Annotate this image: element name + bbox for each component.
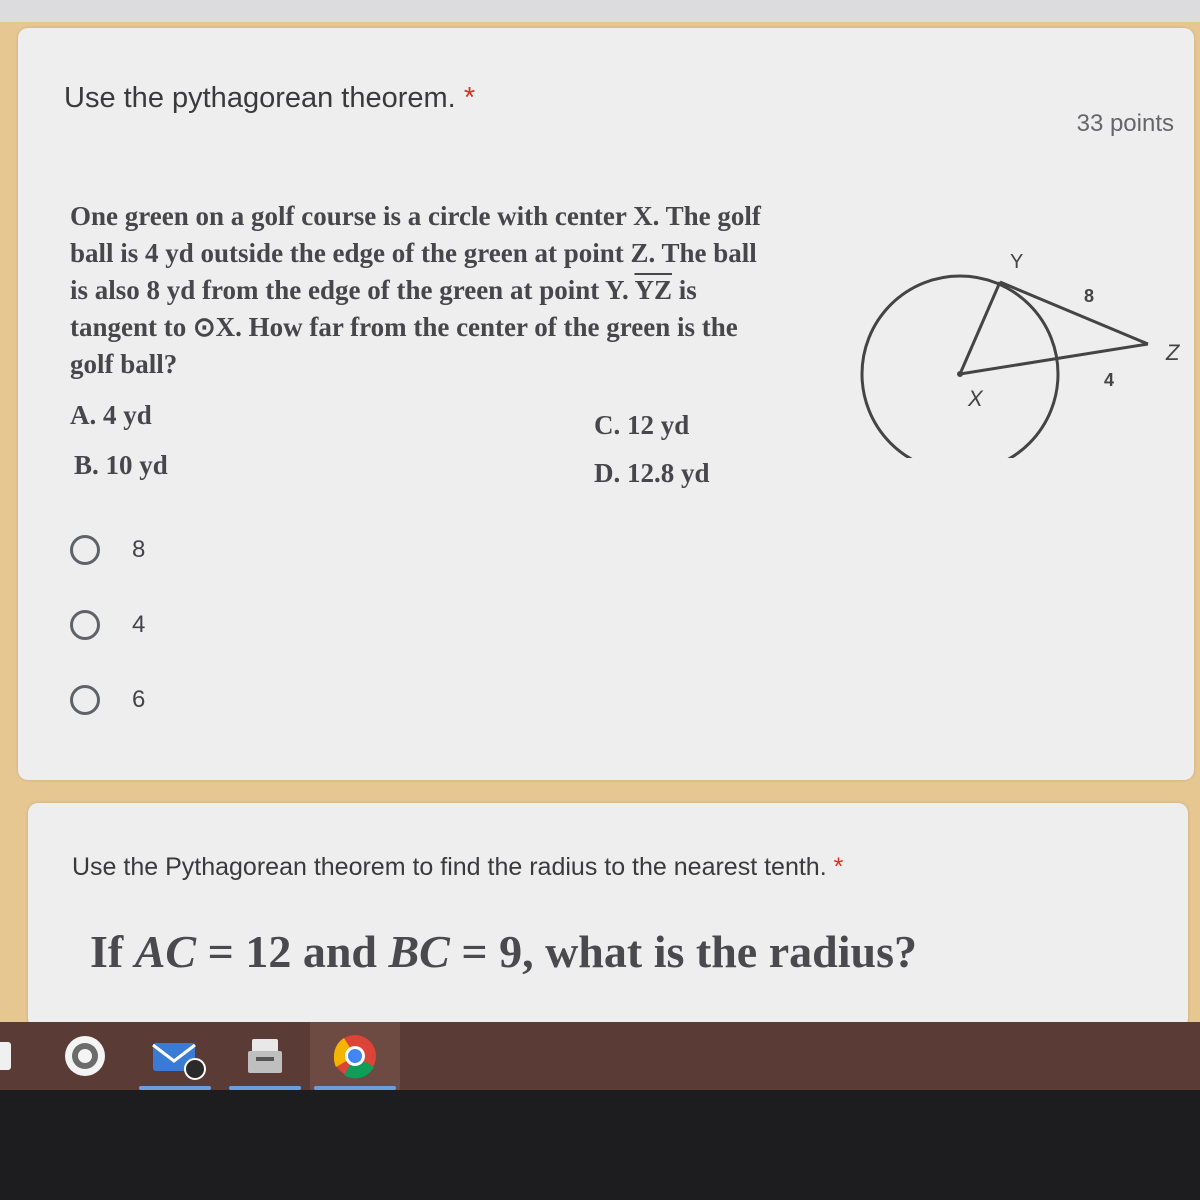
question-text: If AC = 12 and BC = 9, what is the radius? <box>90 926 917 977</box>
choice-b: B. 10 yd <box>74 450 168 480</box>
label-y: Y <box>1010 251 1024 273</box>
choice-a: A. 4 yd <box>70 400 152 430</box>
problem-line: ball is 4 yd outside the edge of the green at point Z. The ball <box>70 238 757 268</box>
tangent-yz <box>1000 282 1148 344</box>
choice-d: D. 12.8 yd <box>594 458 710 488</box>
radius-xy <box>960 282 1000 374</box>
option-4[interactable] <box>70 605 145 645</box>
radio-button[interactable] <box>70 610 100 640</box>
files-icon[interactable] <box>225 1022 305 1090</box>
screen-bezel <box>0 1090 1200 1200</box>
green-circle <box>862 276 1058 458</box>
question-card-2 <box>28 803 1188 1028</box>
option-label: 6 <box>132 686 146 713</box>
mail-icon[interactable] <box>135 1022 215 1090</box>
question-title: Use the Pythagorean theorem to find the radius to the nearest tenth. * <box>72 853 844 881</box>
label-z: Z <box>1166 340 1180 365</box>
option-8[interactable] <box>70 530 145 570</box>
choice-c: C. 12 yd <box>594 410 690 440</box>
power-icon[interactable] <box>0 1022 40 1090</box>
chrome-icon[interactable] <box>310 1022 400 1090</box>
label-8: 8 <box>1084 286 1095 306</box>
option-label: 8 <box>132 536 146 563</box>
problem-line: One green on a golf course is a circle with center X. The golf <box>70 201 761 231</box>
question-card-1 <box>18 28 1194 780</box>
option-label: 4 <box>132 611 146 638</box>
label-x: X <box>968 386 983 411</box>
circle-tangent-diagram <box>848 228 1188 458</box>
problem-line: tangent to ⊙X. How far from the center of the green is the <box>70 312 738 342</box>
center-point <box>957 371 963 377</box>
os-taskbar <box>0 1022 1200 1090</box>
radio-button[interactable] <box>70 535 100 565</box>
label-4: 4 <box>1104 370 1115 390</box>
question-title: Use the pythagorean theorem. * <box>64 82 476 114</box>
radio-button[interactable] <box>70 685 100 715</box>
chrome-store-icon[interactable] <box>45 1022 125 1090</box>
problem-text <box>70 198 850 383</box>
points-label: 33 points <box>1076 110 1174 137</box>
required-marker: * <box>463 82 476 114</box>
option-6[interactable] <box>70 680 145 720</box>
required-marker: * <box>833 853 844 881</box>
problem-line: golf ball? <box>70 349 178 379</box>
problem-line: is also 8 yd from the edge of the green at point Y. $\overline{YZ}$ is <box>70 275 697 305</box>
segment-yz: $\overline{YZ}$ <box>634 275 672 305</box>
browser-top-strip <box>0 0 1200 22</box>
